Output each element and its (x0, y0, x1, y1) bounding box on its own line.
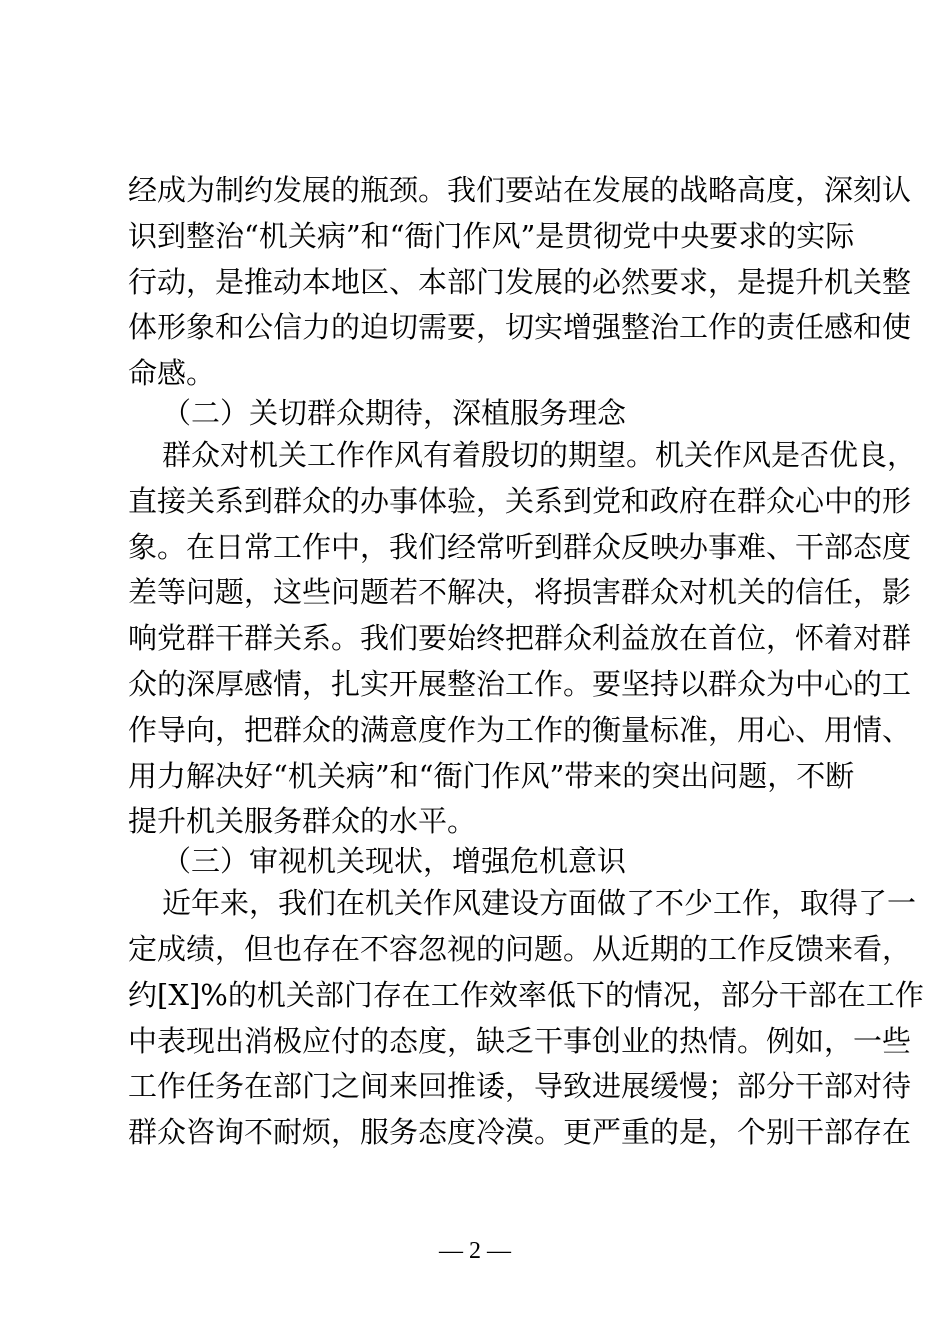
paragraph (128, 168, 912, 397)
text-line: 群众咨询不耐烦，服务态度冷漠。更严重的是，个别干部存在 (128, 1115, 912, 1150)
section-heading (128, 841, 832, 881)
document-body (128, 168, 924, 1156)
text-line: 中表现出消极应付的态度，缺乏干事创业的热情。例如，一些 (128, 1023, 912, 1058)
text-line: 约[X]%的机关部门存在工作效率低下的情况，部分干部在工作 (128, 977, 924, 1012)
text-line: 用力解决好“机关病”和“衙门作风”带来的突出问题，不断 (128, 758, 855, 793)
paragraph (128, 433, 917, 845)
text-line: 行动，是推动本地区、本部门发展的必然要求，是提升机关整 (128, 264, 912, 299)
text-line: 定成绩，但也存在不容忽视的问题。从近期的工作反馈来看， (128, 931, 912, 966)
text-line: 众的深厚感情，扎实开展整治工作。要坚持以群众为中心的工 (128, 666, 912, 701)
text-line: 命感。 (128, 356, 216, 391)
text-line: 近年来，我们在机关作风建设方面做了不少工作，取得了一 (162, 886, 917, 921)
text-line: 提升机关服务群众的水平。 (128, 804, 477, 839)
page-number: — 2 — (439, 1238, 511, 1264)
text-line: 识到整治“机关病”和“衙门作风”是贯彻党中央要求的实际 (128, 218, 855, 253)
text-line: 象。在日常工作中，我们经常听到群众反映办事难、干部态度 (128, 529, 912, 564)
section-heading (128, 393, 832, 433)
text-line: 体形象和公信力的迫切需要，切实增强整治工作的责任感和使 (128, 310, 912, 345)
text-line: 作导向，把群众的满意度作为工作的衡量标准，用心、用情、 (128, 712, 912, 747)
text-line: 直接关系到群众的办事体验，关系到党和政府在群众心中的形 (128, 483, 912, 518)
text-line: （三）审视机关现状，增强危机意识 (162, 844, 627, 879)
text-line: 经成为制约发展的瓶颈。我们要站在发展的战略高度，深刻认 (128, 173, 912, 207)
text-line: 群众对机关工作作风有着殷切的期望。机关作风是否优良， (162, 437, 917, 472)
text-line: 差等问题，这些问题若不解决，将损害群众对机关的信任，影 (128, 575, 912, 610)
paragraph (128, 881, 924, 1156)
text-line: 响党群干群关系。我们要始终把群众利益放在首位，怀着对群 (128, 621, 912, 656)
text-line: 工作任务在部门之间来回推诿，导致进展缓慢；部分干部对待 (128, 1069, 912, 1104)
text-line: （二）关切群众期待，深植服务理念 (162, 395, 627, 430)
